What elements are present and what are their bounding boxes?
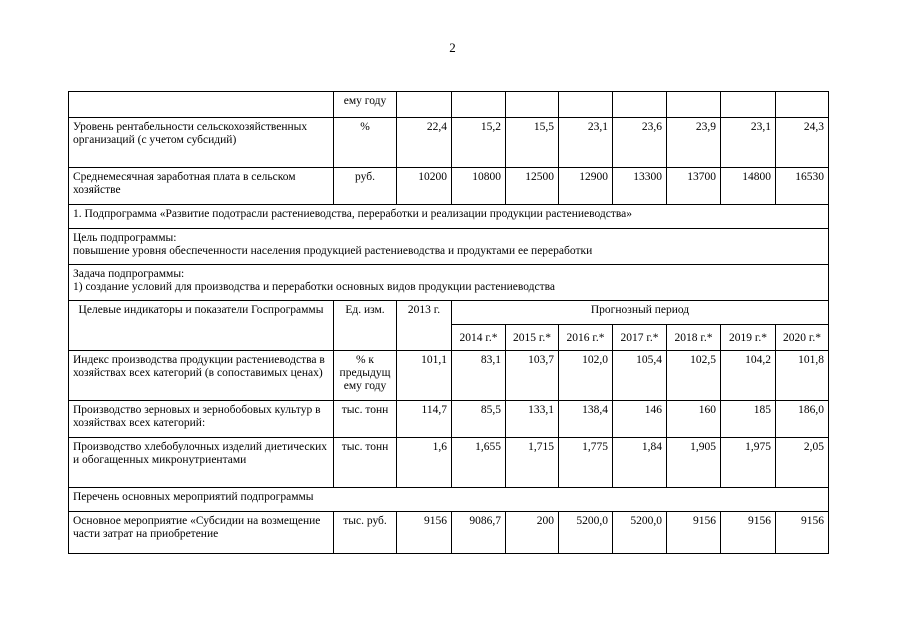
value-cell: 12900 [559,168,613,205]
header-year: 2015 г.* [506,325,559,351]
section-row [69,488,829,512]
section-heading: Задача подпрограммы: [73,268,185,280]
indicator-name: Индекс производства продукции растениеводства в хозяйствах всех категорий (в сопоставимых ценах) [69,351,334,401]
value-cell [559,92,613,118]
indicator-name: Производство хлебобулочных изделий диетических и обогащенных микронутриентами [69,438,334,488]
value-cell: 23,1 [559,118,613,168]
section-row [69,265,829,301]
value-cell: 15,2 [452,118,506,168]
value-cell: 138,4 [559,401,613,438]
indicator-name [69,92,334,118]
header-indicator: Целевые индикаторы и показатели Госпрограммы [69,301,334,351]
value-cell: 133,1 [506,401,559,438]
header-year: 2019 г.* [721,325,776,351]
header-year: 2016 г.* [559,325,613,351]
table-row [69,118,829,168]
unit-cell: % к предыдущ ему году [334,351,397,401]
value-cell: 85,5 [452,401,506,438]
value-cell: 23,6 [613,118,667,168]
section-text: 1) создание условий для производства и переработки основных видов продукции растениеводства [73,281,556,293]
header-year: 2018 г.* [667,325,721,351]
header-year: 2014 г.* [452,325,506,351]
unit-cell: ему году [334,92,397,118]
value-cell: 9156 [397,512,452,554]
value-cell: 186,0 [776,401,829,438]
table-body [69,92,829,554]
header-year: 2020 г.* [776,325,829,351]
value-cell: 1,715 [506,438,559,488]
value-cell: 200 [506,512,559,554]
value-cell: 102,5 [667,351,721,401]
unit-cell: тыс. тонн [334,438,397,488]
value-cell: 9086,7 [452,512,506,554]
value-cell: 10200 [397,168,452,205]
indicator-name: Уровень рентабельности сельскохозяйственных организаций (с учетом субсидий) [69,118,334,168]
unit-cell: тыс. руб. [334,512,397,554]
value-cell: 1,6 [397,438,452,488]
indicator-name: Основное мероприятие «Субсидии на возмещение части затрат на приобретение [69,512,334,554]
value-cell: 13700 [667,168,721,205]
value-cell: 1,975 [721,438,776,488]
value-cell: 1,84 [613,438,667,488]
value-cell [721,92,776,118]
value-cell: 1,775 [559,438,613,488]
unit-cell: тыс. тонн [334,401,397,438]
section-title: Перечень основных мероприятий подпрограммы [69,488,829,512]
value-cell: 5200,0 [613,512,667,554]
unit-cell: руб. [334,168,397,205]
value-cell: 101,8 [776,351,829,401]
header-unit: Ед. изм. [334,301,397,351]
section-row [69,205,829,229]
value-cell [452,92,506,118]
value-cell: 105,4 [613,351,667,401]
table-row [69,512,829,554]
value-cell [613,92,667,118]
section-text: повышение уровня обеспеченности населения продукцией растениеводства и продуктами ее переработки [73,245,593,257]
value-cell: 101,1 [397,351,452,401]
value-cell: 9156 [667,512,721,554]
section-title: 1. Подпрограмма «Развитие подотрасли растениеводства, переработки и реализации продукции растениеводства» [69,205,829,229]
section-row [69,229,829,265]
indicators-table [68,91,829,554]
value-cell [667,92,721,118]
value-cell: 1,905 [667,438,721,488]
value-cell: 185 [721,401,776,438]
unit-cell: % [334,118,397,168]
value-cell: 1,655 [452,438,506,488]
header-row [69,301,829,325]
value-cell: 16530 [776,168,829,205]
header-base-year: 2013 г. [397,301,452,351]
value-cell: 9156 [776,512,829,554]
value-cell: 83,1 [452,351,506,401]
value-cell: 102,0 [559,351,613,401]
value-cell: 114,7 [397,401,452,438]
table-row [69,168,829,205]
value-cell: 9156 [721,512,776,554]
table-row [69,401,829,438]
table-row [69,438,829,488]
page-number: 2 [449,40,456,55]
section-heading: Цель подпрограммы: [73,232,177,244]
header-year: 2017 г.* [613,325,667,351]
value-cell: 160 [667,401,721,438]
value-cell: 5200,0 [559,512,613,554]
value-cell: 146 [613,401,667,438]
value-cell: 24,3 [776,118,829,168]
value-cell: 23,1 [721,118,776,168]
table-row [69,92,829,118]
value-cell: 15,5 [506,118,559,168]
value-cell [397,92,452,118]
value-cell [506,92,559,118]
value-cell: 14800 [721,168,776,205]
value-cell: 103,7 [506,351,559,401]
section-block [69,229,829,265]
value-cell: 22,4 [397,118,452,168]
header-forecast: Прогнозный период [452,301,829,325]
indicator-name: Среднемесячная заработная плата в сельском хозяйстве [69,168,334,205]
value-cell: 12500 [506,168,559,205]
value-cell: 10800 [452,168,506,205]
value-cell: 2,05 [776,438,829,488]
section-block [69,265,829,301]
value-cell: 23,9 [667,118,721,168]
value-cell: 104,2 [721,351,776,401]
table-row [69,351,829,401]
value-cell: 13300 [613,168,667,205]
indicator-name: Производство зерновых и зернобобовых культур в хозяйствах всех категорий: [69,401,334,438]
value-cell [776,92,829,118]
